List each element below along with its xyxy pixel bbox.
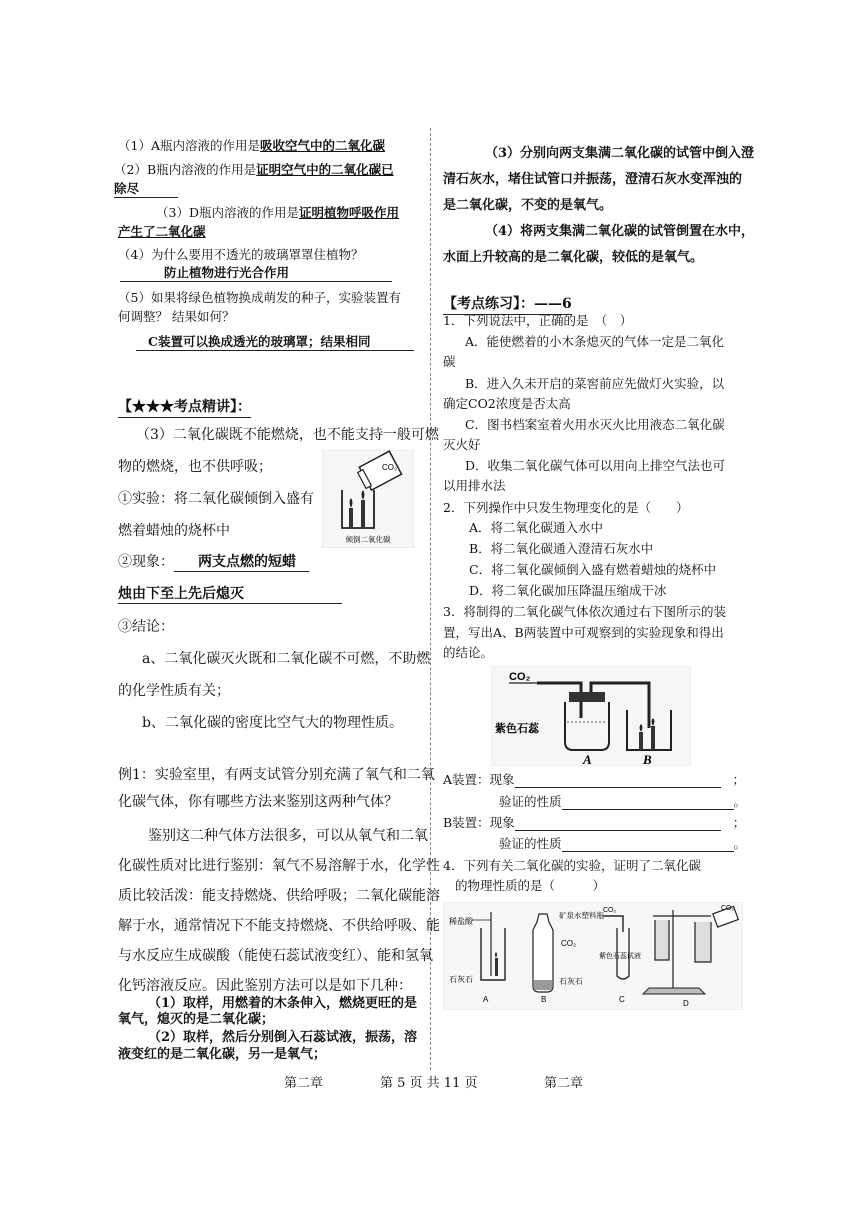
- q4-answer: 防止植物进行光合作用: [120, 265, 392, 282]
- co2-experiments-figure: [443, 902, 743, 1010]
- q2-answer-a: 证明空气中的二氧化碳已: [256, 162, 394, 177]
- p1-c1-line: [465, 417, 725, 433]
- p1-a2: 碳: [443, 354, 456, 369]
- footer-page: 第 5 页 共 11 页: [380, 1076, 478, 1091]
- b-verify-label: 验证的性质: [499, 836, 562, 851]
- svg-text:CO₂: CO₂: [603, 907, 617, 914]
- footer-left: 第二章: [284, 1076, 324, 1091]
- b-period: 。: [733, 836, 747, 851]
- q1-line: [118, 138, 385, 154]
- fig-caption: 倾倒二氧化碳: [345, 535, 391, 544]
- fig4-A-label: A: [483, 995, 489, 1004]
- example-line-c: [148, 827, 428, 845]
- q2-line: [114, 162, 394, 178]
- p1-a2-line: [443, 354, 456, 370]
- fig4-co2-label: CO₂: [561, 939, 577, 948]
- p3-q-line-c: [443, 645, 493, 661]
- p1-c1: C．图书档案室着火用水灭火比用液态二氧化碳: [465, 417, 725, 432]
- example-line-f: [118, 917, 440, 935]
- example-text-b: 化碳气体，你有哪些方法来鉴别这两种气体？: [118, 794, 398, 810]
- section-title: 【★★★考点精讲】：: [118, 396, 251, 418]
- example-text-a: 例1：实验室里，有两支试管分别充满了氧气和二氧: [118, 767, 435, 783]
- fig4-D-label: D: [683, 999, 689, 1008]
- example-line-h: [118, 977, 412, 995]
- fig4-stone-a-label: 石灰石: [449, 975, 473, 984]
- p1-line: [443, 313, 632, 329]
- p2-a-line: [469, 520, 603, 536]
- a-period: 。: [733, 794, 747, 809]
- exp-text-a: ①实验：将二氧化碳倾倒入盛有: [118, 491, 314, 507]
- q4-text: （4）为什么要用不透光的玻璃罩罩住植物？: [118, 247, 364, 262]
- b-semicolon: ；: [732, 815, 746, 830]
- fig3-B-label: B: [643, 752, 652, 766]
- method2-text-a: （2）取样，然后分别倒入石蕊试液，振荡，溶: [148, 1030, 418, 1045]
- p1-a1-line: [465, 334, 724, 350]
- concl-a-text: a、二氧化碳灭火既和二氧化碳不可燃，不助燃: [142, 651, 431, 667]
- q2-prefix: （2）B瓶内溶液的作用是: [114, 162, 257, 177]
- p3-line-b: [118, 458, 272, 476]
- fig4-B-label: B: [541, 995, 547, 1004]
- a-verify-line: [499, 794, 746, 810]
- p3-text-a: （3）二氧化碳既不能燃烧，也不能支持一般可燃: [136, 427, 439, 443]
- p3-text-b: 物的燃烧，也不供呼吸；: [118, 459, 272, 475]
- p1-c2: 灭火好: [443, 437, 481, 452]
- q5-line-b: [118, 309, 234, 325]
- concl-a2-line: [118, 682, 230, 700]
- footer-right: 第二章: [544, 1076, 584, 1091]
- a-phenomenon-blank[interactable]: [515, 773, 721, 788]
- p1-b2: 确定CO2浓度是否太高: [443, 396, 571, 411]
- p1-a1: A．能使燃着的小木条熄灭的气体一定是二氧化: [465, 334, 725, 349]
- p2-line: [443, 500, 688, 516]
- p3-q-c: 的结论。: [443, 645, 494, 660]
- a-semicolon: ；: [732, 772, 746, 787]
- p2-b-line: [469, 541, 653, 557]
- method1-line-a: [148, 996, 417, 1012]
- obs-line-b: [118, 585, 342, 604]
- fig4-C-label: C: [619, 995, 625, 1004]
- b-verify-line: [499, 836, 746, 852]
- example-line-d: [118, 857, 440, 875]
- pouring-co2-figure: [322, 450, 414, 548]
- method2-line-b: [118, 1047, 326, 1063]
- method3-line-a: [485, 146, 754, 162]
- p3-line-a: [136, 426, 439, 444]
- p4-text-a: 4．下列有关二氧化碳的实验，证明了二氧化碳: [443, 858, 701, 873]
- b-phenomenon-line: [443, 815, 745, 831]
- example-text-g: 与水反应生成碳酸（能使石蕊试液变红）、能和氢氧: [118, 948, 433, 964]
- example-text-e: 质比较活泼：能支持燃烧、供给呼吸；二氧化碳能溶: [118, 888, 440, 904]
- obs-line-a: [118, 553, 309, 572]
- method4-text-b: 水面上升较高的是二氧化碳，较低的是氧气。: [443, 250, 704, 265]
- exp-text-b: 燃着蜡烛的烧杯中: [118, 523, 230, 539]
- p2-a: A．将二氧化碳通入水中: [469, 520, 604, 535]
- q5-answer: C装置可以换成透光的玻璃罩；结果相同: [136, 334, 414, 351]
- p4-line-b: [455, 878, 605, 894]
- exp-line-b: [118, 522, 230, 540]
- fig3-litmus-label: 紫色石蕊: [495, 723, 539, 735]
- p2-d: D．将二氧化碳加压降温压缩成干冰: [469, 583, 667, 598]
- q4-line: [118, 247, 363, 263]
- p1-b1-line: [465, 376, 724, 392]
- q5-line-a: [118, 290, 401, 306]
- example-text-h: 化钙溶液反应。因此鉴别方法可以是如下几种：: [118, 978, 412, 994]
- p1-text: 1．下列说法中，正确的是 （ ）: [443, 313, 633, 328]
- a-verify-label: 验证的性质: [499, 794, 562, 809]
- method1-text-b: 氧气，熄灭的是二氧化碳；: [118, 1012, 275, 1027]
- p1-d2: 以用排水法: [443, 478, 506, 493]
- p3-q-line-a: [443, 604, 726, 620]
- method2-line-a: [148, 1030, 417, 1046]
- concl-b-line: [142, 714, 403, 732]
- p2-c: C．将二氧化碳倾倒入盛有燃着蜡烛的烧杯中: [469, 562, 717, 577]
- exp-line-a: [118, 490, 314, 508]
- obs-answer-b: 烛由下至上先后熄灭: [118, 585, 342, 604]
- concl-a2-text: 的化学性质有关；: [118, 683, 230, 699]
- q3-prefix: （3）D瓶内溶液的作用是: [156, 205, 299, 220]
- p2-text: 2．下列操作中只发生物理变化的是（ ）: [443, 500, 689, 515]
- p1-d1: D．收集二氧化碳气体可以用向上排空气法也可: [465, 458, 726, 473]
- p3-q-a: 3．将制得的二氧化碳气体依次通过右下图所示的装: [443, 604, 726, 619]
- obs-prefix: ②现象：: [118, 554, 174, 570]
- p3-q-b: 置，写出A、B两装置中可观察到的实验现象和得出: [443, 625, 724, 640]
- p1-d1-line: [465, 458, 725, 474]
- method4-line-a: [485, 224, 754, 240]
- fig-co2-label: CO₂: [382, 463, 398, 472]
- q3-answer-a: 证明植物呼吸作用: [298, 205, 399, 220]
- fig4-acid-label: 稀盐酸: [449, 917, 473, 926]
- fig4-stone-b-label: 石灰石: [559, 977, 583, 986]
- p3-q-line-b: [443, 625, 724, 641]
- co2-apparatus-figure: [491, 666, 691, 766]
- b-phenomenon-blank[interactable]: [515, 816, 721, 831]
- p2-d-line: [469, 583, 667, 599]
- method3-line-c: [443, 198, 612, 214]
- example-line-a: [118, 766, 435, 784]
- q3-line-b: [118, 224, 206, 240]
- example-text-c: 鉴别这二种气体方法很多，可以从氧气和二氧: [148, 828, 428, 844]
- fig4-litmus-label: 紫色石蕊试液: [599, 953, 641, 960]
- q5-text-b: 何调整？ 结果如何？: [118, 309, 235, 324]
- p4-text-b: 的物理性质的是（ ）: [455, 878, 606, 893]
- q1-answer: 吸收空气中的二氧化碳: [259, 138, 385, 153]
- example-text-f: 解于水，通常情况下不能支持燃烧、不供给呼吸、能: [118, 918, 440, 934]
- method1-text-a: （1）取样，用燃着的木条伸入，燃烧更旺的是: [148, 996, 418, 1011]
- fig3-co2-label: CO₂: [509, 671, 531, 683]
- method3-text-c: 是二氧化碳，不变的是氧气。: [443, 198, 613, 213]
- q5-answer-line: [136, 334, 414, 351]
- svg-text:CO₂: CO₂: [721, 905, 735, 912]
- p1-b1: B．进入久未开启的菜窖前应先做灯火实验，以: [465, 376, 725, 391]
- p4-line-a: [443, 858, 701, 874]
- method1-line-b: [118, 1012, 274, 1028]
- method3-text-b: 清石灰水，堵住试管口并振荡，澄清石灰水变浑浊的: [443, 172, 743, 187]
- a-phenomenon-line: [443, 772, 745, 788]
- p2-b: B．将二氧化碳通入澄清石灰水中: [469, 541, 654, 556]
- method2-text-b: 液变红的是二氧化碳，另一是氧气；: [118, 1047, 327, 1062]
- q5-text-a: （5）如果将绿色植物换成萌发的种子，实验装置有: [118, 290, 401, 305]
- a-label: A装置：现象: [443, 772, 515, 787]
- q2-answer-b: 除尽: [114, 181, 178, 198]
- concl-line: [118, 618, 174, 636]
- example-line-b: [118, 793, 398, 811]
- obs-answer-a: 两支点燃的短蜡: [174, 553, 309, 572]
- method3-line-b: [443, 172, 742, 188]
- method4-line-b: [443, 250, 703, 266]
- method4-text-a: （4）将两支集满二氧化碳的试管倒置在水中，: [485, 224, 755, 239]
- b-label: B装置：现象: [443, 815, 515, 830]
- p1-c2-line: [443, 437, 481, 453]
- fig4-bottle-label: 矿泉水塑料瓶: [559, 911, 604, 920]
- example-text-d: 化碳性质对比进行鉴别：氧气不易溶解于水，化学性: [118, 858, 440, 874]
- example-line-g: [118, 947, 433, 965]
- p1-b2-line: [443, 396, 571, 412]
- q4-answer-line: [120, 265, 392, 282]
- example-line-e: [118, 887, 440, 905]
- concl-text: ③结论：: [118, 619, 174, 635]
- q3-answer-b: 产生了二氧化碳: [118, 224, 206, 239]
- concl-b-text: b、二氧化碳的密度比空气大的物理性质。: [142, 715, 403, 731]
- p1-d2-line: [443, 478, 506, 494]
- b-verify-blank[interactable]: [562, 837, 734, 852]
- method3-text-a: （3）分别向两支集满二氧化碳的试管中倒入澄: [485, 146, 755, 161]
- q1-prefix: （1）A瓶内溶液的作用是: [118, 138, 260, 153]
- fig3-A-label: A: [583, 752, 592, 766]
- q2-line-b: [114, 181, 178, 198]
- q3-line: [156, 205, 399, 221]
- p2-c-line: [469, 562, 716, 578]
- concl-a-line: [142, 650, 430, 668]
- practice-title: 【考点练习】：——6: [443, 293, 572, 315]
- a-verify-blank[interactable]: [562, 795, 734, 810]
